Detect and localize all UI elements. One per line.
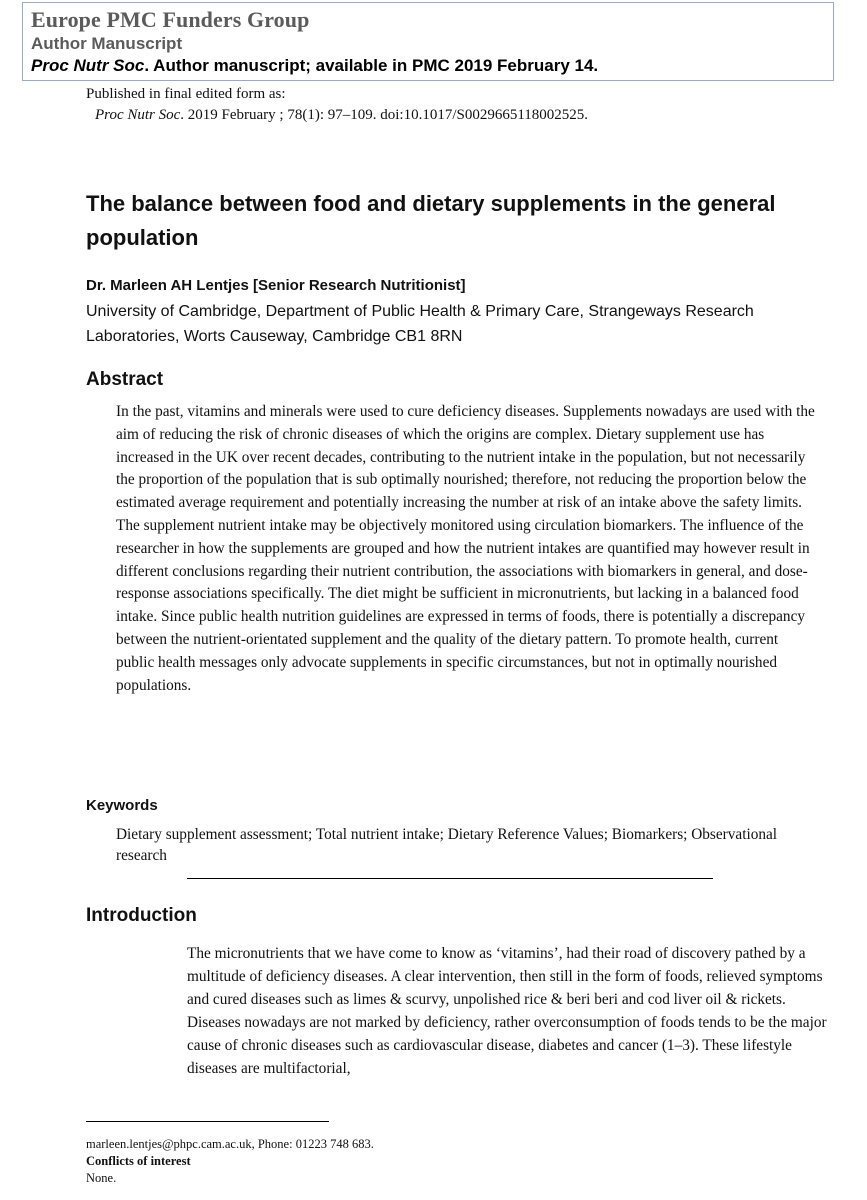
coi-text: None. <box>86 1171 117 1185</box>
published-info <box>86 84 588 126</box>
funder-banner <box>22 2 834 81</box>
footnote-divider <box>86 1121 329 1122</box>
published-label: Published in final edited form as: <box>86 86 286 102</box>
contact-info: marleen.lentjes@phpc.cam.ac.uk, Phone: 01223 748 683. <box>86 1137 374 1151</box>
keywords-text: Dietary supplement assessment; Total nutrient intake; Dietary Reference Values; Biomarkers; Observational research <box>116 826 778 864</box>
abstract-heading: Abstract <box>86 369 164 390</box>
citation-details: . 2019 February ; 78(1): 97–109. doi:10.1017/S0029665118002525. <box>180 107 589 123</box>
footnote <box>86 1136 374 1187</box>
article-title: The balance between food and dietary supplements in the general population <box>86 191 776 250</box>
author-name: Dr. Marleen AH Lentjes [Senior Research Nutritionist] <box>86 277 466 294</box>
introduction-text: The micronutrients that we have come to know as ‘vitamins’, had their road of discovery pathed by a multitude of deficiency diseases. A clear intervention, then still in the form of foods, relieved symptoms and cured diseases such as limes & scurvy, unpolished rice & beri beri and cod liver oil & rickets. Diseases nowadays are not marked by deficiency, rather overconsumption of foods tends to be the major cause of chronic diseases such as cardiovascular disease, diabetes and cancer (1–3). These lifestyle diseases are multifactorial, <box>187 945 827 1077</box>
author-manuscript-label: Author Manuscript <box>31 34 183 53</box>
introduction-heading: Introduction <box>86 905 197 926</box>
availability-line <box>31 55 833 77</box>
banner-availability: . Author manuscript; available in PMC 2019 February 14. <box>144 56 599 75</box>
abstract-text: In the past, vitamins and minerals were used to cure deficiency diseases. Supplements nowadays are used with the aim of reducing the risk of chronic diseases of which the origins are complex. Dietary supplement use has increased in the UK over recent decades, contributing to the nutrient intake in the population, but not necessarily the proportion of the population that is sub optimally nourished; therefore, not reducing the proportion below the estimated average requirement and potentially increasing the number at risk of an intake above the safety limits. The supplement nutrient intake may be objectively monitored using circulation biomarkers. The influence of the researcher in how the supplements are grouped and how the nutrient intakes are quantified may however result in different conclusions regarding their nutrient contribution, the associations with biomarkers in general, and dose-response associations specifically. The diet might be sufficient in micronutrients, but lacking in a balanced food intake. Since public health nutrition guidelines are expressed in terms of foods, there is potentially a discrepancy between the nutrient-orientated supplement and the quality of the dietary pattern. To promote health, current public health messages only advocate supplements in specific circumstances, but not in optimally nourished populations. <box>116 403 815 694</box>
coi-heading: Conflicts of interest <box>86 1154 191 1168</box>
citation-line <box>86 105 588 126</box>
banner-journal: Proc Nutr Soc <box>31 56 145 75</box>
section-divider <box>187 878 713 879</box>
keywords-heading: Keywords <box>86 797 158 814</box>
author-affiliation: University of Cambridge, Department of Public Health & Primary Care, Strangeways Research Laboratories, Worts Causeway, Cambridge CB1 8RN <box>86 303 754 345</box>
funders-group: Europe PMC Funders Group <box>31 7 310 32</box>
citation-journal: Proc Nutr Soc <box>95 107 181 123</box>
